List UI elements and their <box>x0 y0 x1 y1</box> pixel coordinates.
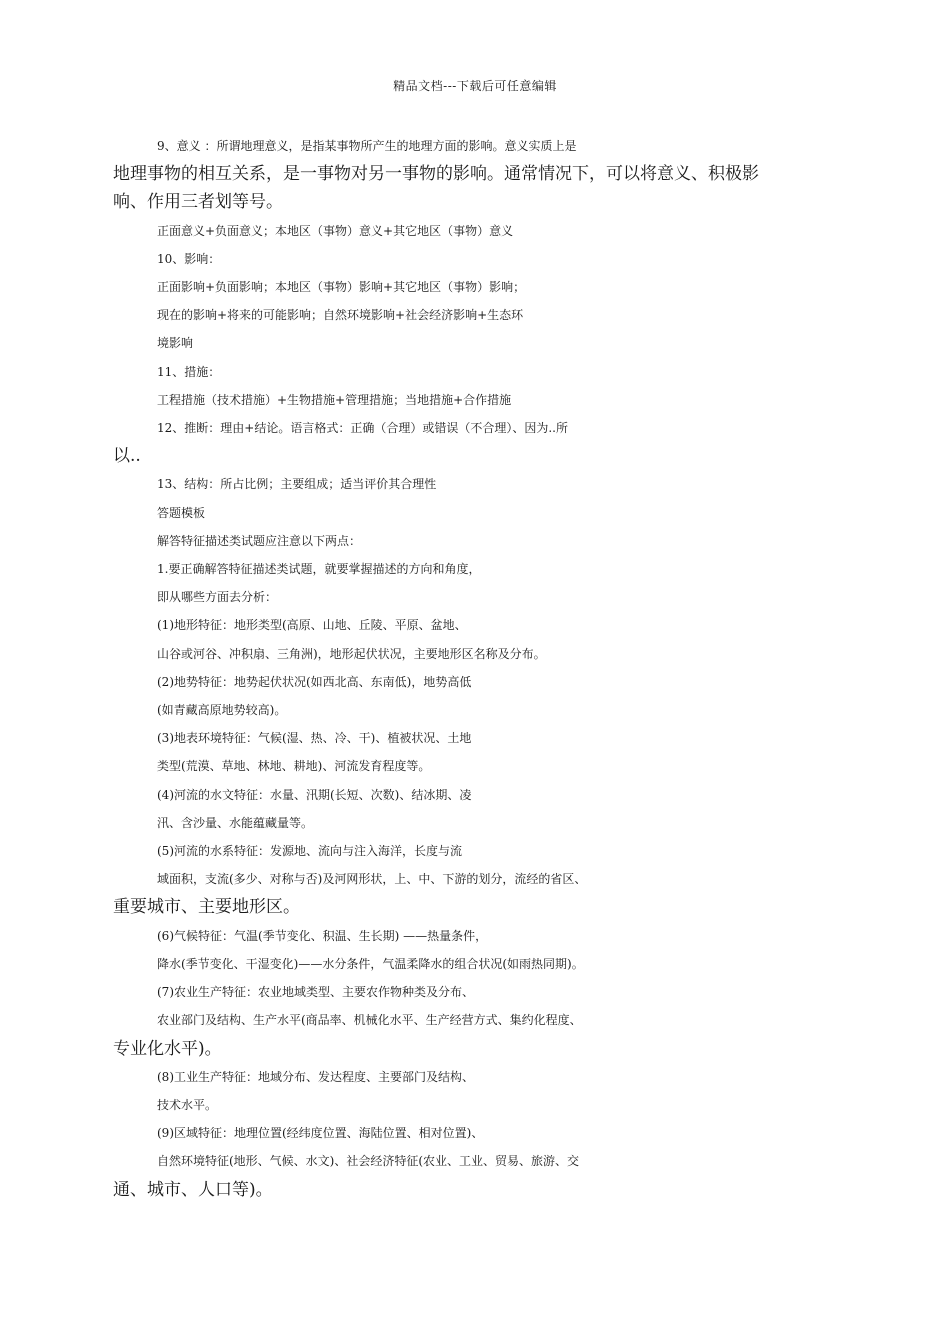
text-line: 降水(季节变化、干湿变化)——水分条件，气温柔降水的组合状况(如雨热同期)。 <box>157 956 584 971</box>
text-line: (9)区域特征：地理位置(经纬度位置、海陆位置、相对位置)、 <box>157 1126 484 1141</box>
text-line: 工程措施（技术措施）+生物措施+管理措施；当地措施+合作措施 <box>157 392 512 407</box>
text-line: 境影响 <box>157 336 194 351</box>
text-line: 类型(荒漠、草地、林地、耕地)、河流发育程度等。 <box>157 759 431 774</box>
text-line: 山谷或河谷、冲积扇、三角洲)，地形起伏状况，主要地形区名称及分布。 <box>157 646 546 661</box>
text-line: 11、措施： <box>157 364 221 379</box>
text-line: 汛、含沙量、水能蕴藏量等。 <box>157 815 314 830</box>
text-line: 地理事物的相互关系，是一事物对另一事物的影响。通常情况下，可以将意义、积极影 <box>113 164 759 185</box>
text-line: 自然环境特征(地形、气候、水文)、社会经济特征(农业、工业、贸易、旅游、交 <box>157 1154 580 1169</box>
text-line: (2)地势特征：地势起伏状况(如西北高、东南低)，地势高低 <box>157 674 472 689</box>
text-line: 12、推断：理由+结论。语言格式：正确（合理）或错误（不合理）、因为..所 <box>157 421 568 436</box>
text-line: 域面积，支流(多少、对称与否)及河网形状，上、中、下游的划分，流经的省区、 <box>157 872 587 887</box>
text-line: 正面影响+负面影响；本地区（事物）影响+其它地区（事物）影响； <box>157 280 526 295</box>
text-line: 技术水平。 <box>157 1097 218 1112</box>
text-line: (4)河流的水文特征：水量、汛期(长短、次数)、结冰期、凌 <box>157 787 472 802</box>
document-body <box>113 132 843 1204</box>
text-line: 答题模板 <box>157 505 206 520</box>
text-line: 9、意义 ：所谓地理意义，是指某事物所产生的地理方面的影响。意义实质上是 <box>157 139 577 153</box>
text-line: (3)地表环境特征：气候(湿、热、冷、干)、植被状况、土地 <box>157 731 472 746</box>
page-header: 精品文档---下载后可任意编辑 <box>393 79 557 93</box>
text-line: 现在的影响+将来的可能影响；自然环境影响+社会经济影响+生态环 <box>157 308 524 323</box>
text-line: 专业化水平)。 <box>113 1038 222 1059</box>
text-line: 农业部门及结构、生产水平(商品率、机械化水平、生产经营方式、集约化程度、 <box>157 1013 582 1028</box>
text-line: 10、影响： <box>157 251 221 266</box>
text-line: 即从哪些方面去分析： <box>157 590 278 605</box>
text-line: 响、作用三者划等号。 <box>113 192 283 213</box>
text-line: (8)工业生产特征：地域分布、发达程度、主要部门及结构、 <box>157 1069 475 1084</box>
text-line: (1)地形特征：地形类型(高原、山地、丘陵、平原、盆地、 <box>157 618 467 633</box>
text-line: 解答特征描述类试题应注意以下两点： <box>157 533 362 548</box>
text-line: (6)气候特征：气温(季节变化、积温、生长期) ——热量条件， <box>157 928 488 943</box>
text-line: 重要城市、主要地形区。 <box>113 897 300 918</box>
text-line: 正面意义+负面意义；本地区（事物）意义+其它地区（事物）意义 <box>157 223 514 238</box>
text-line: 以.. <box>113 446 141 467</box>
text-line: (5)河流的水系特征：发源地、流向与注入海洋，长度与流 <box>157 844 463 859</box>
text-line: (如青藏高原地势较高)。 <box>157 703 287 718</box>
text-line: 1.要正确解答特征描述类试题，就要掌握描述的方向和角度， <box>157 562 481 577</box>
text-line: 13、结构：所占比例；主要组成；适当评价其合理性 <box>157 477 437 492</box>
text-line: 通、城市、人口等)。 <box>113 1179 273 1200</box>
text-line: (7)农业生产特征：农业地域类型、主要农作物种类及分布、 <box>157 985 475 1000</box>
